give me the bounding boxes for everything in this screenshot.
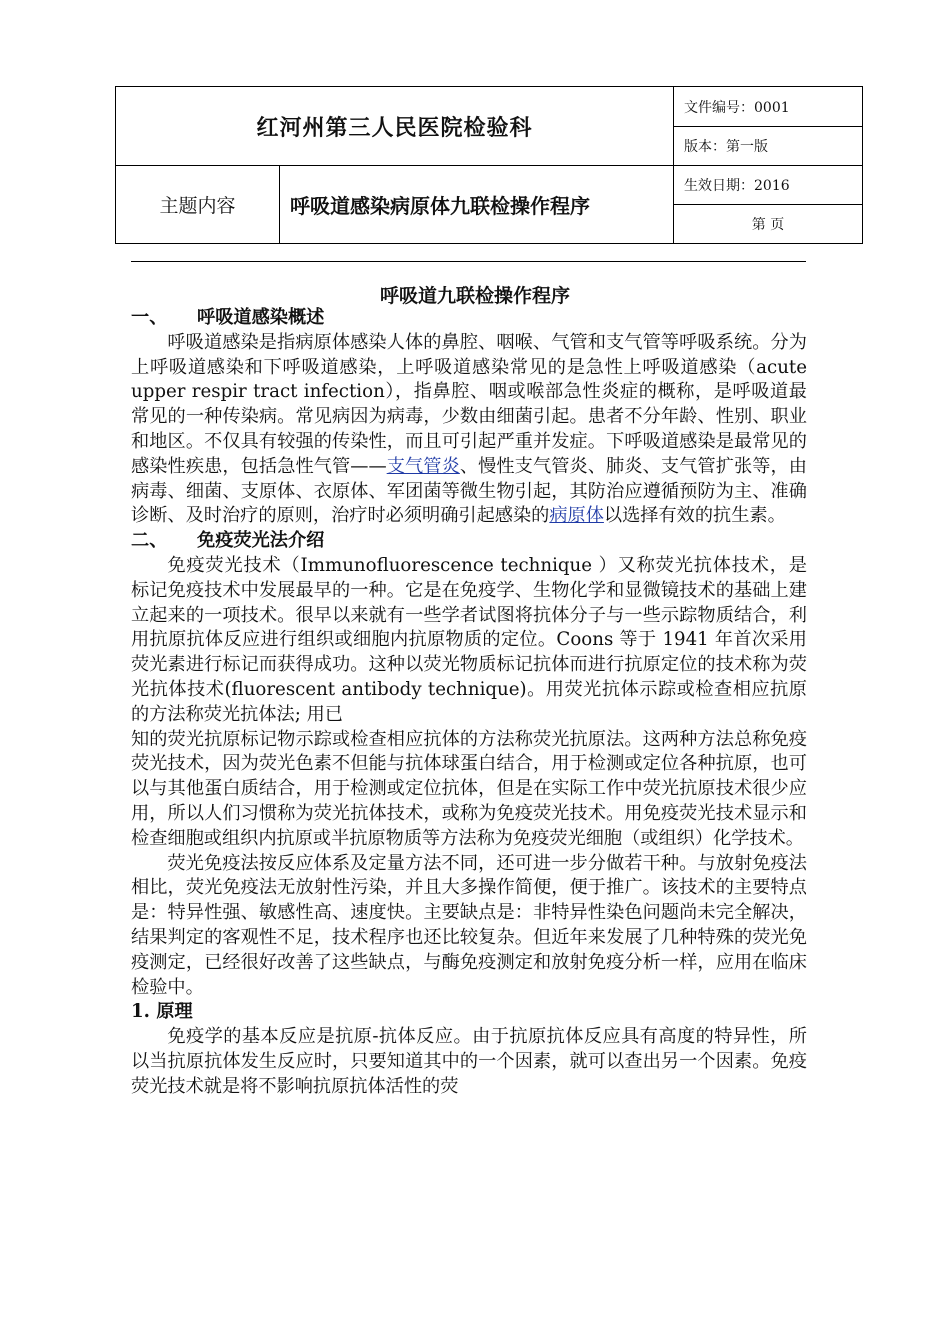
subject-title: 呼吸道感染病原体九联检操作程序 [280, 166, 674, 244]
paragraph-text: 以选择有效的抗生素。 [603, 505, 786, 527]
paragraph-text: 呼吸道感染是指病原体感染人体的鼻腔、咽喉、气管和支气管等呼吸系统。分为上呼吸道感染和下呼吸道感染，上呼吸道感染常见的是急性上呼吸道感染（acute upper respir tract infection），指鼻腔、咽或喉部急性炎症的概称，是呼吸道最常见的一种传染病。常见病因为病毒，少数由细菌引起。患者不分年龄、性别、职业和地区。不仅具有较强的传染性，而且可引起严重并发症。下呼吸道感染是最常见的感染性疾患，包括急性气管—— [131, 331, 807, 477]
section-title: 呼吸道感染概述 [197, 307, 325, 328]
page-label: 第 页 [674, 205, 863, 244]
document-header-table [115, 86, 863, 244]
effective-date: 生效日期：2016 [674, 166, 863, 205]
paragraph-text: 、慢性支气管炎、肺炎、支气管扩张等，由病毒、细菌、支原体、衣原体、军团菌等微生物引起，其防治应遵循预防为主、准确诊断、及时治疗的原则，治疗时必须明确引起感染的 [131, 455, 807, 527]
header-bottom-rule [131, 261, 806, 262]
section-title: 免疫荧光法介绍 [197, 530, 325, 552]
section-heading-immunofluorescence [131, 529, 807, 554]
section-heading-principle [131, 1000, 807, 1025]
section-title: 原理 [156, 1001, 193, 1023]
overview-paragraph [131, 331, 807, 529]
immunofluorescence-paragraph-1: 免疫荧光技术（Immunofluorescence technique ）又称荧光抗体技术，是标记免疫技术中发展最早的一种。它是在免疫学、生物化学和显微镜技术的基础上建立起来的一项技术。很早以来就有一些学者试图将抗体分子与一些示踪物质结合，利用抗原抗体反应进行组织或细胞内抗原物质的定位。Coons 等于 1941 年首次采用荧光素进行标记而获得成功。这种以荧光物质标记抗体而进行抗原定位的技术称为荧光抗体技术(fluorescent antibody technique)。用荧光抗体示踪或检查相应抗原的方法称荧光抗体法; 用已 [131, 554, 807, 725]
principle-paragraph: 免疫学的基本反应是抗原-抗体反应。由于抗原抗体反应具有高度的特异性，所以当抗原抗体发生反应时，只要知道其中的一个因素，就可以查出另一个因素。免疫荧光技术就是将不影响抗原抗体活性的荧 [131, 1026, 807, 1097]
immunofluorescence-paragraph-1-continued: 知的荧光抗原标记物示踪或检查相应抗体的方法称荧光抗原法。这两种方法总称免疫荧光技术，因为荧光色素不但能与抗体球蛋白结合，用于检测或定位各种抗原，也可以与其他蛋白质结合，用于检测或定位抗体，但是在实际工作中荧光抗原技术很少应用，所以人们习惯称为荧光抗体技术，或称为免疫荧光技术。用免疫荧光技术显示和检查细胞或组织内抗原或半抗原物质等方法称为免疫荧光细胞（或组织）化学技术。 [131, 728, 807, 849]
pathogen-link[interactable]: 病原体 [549, 505, 604, 527]
subject-label: 主题内容 [116, 166, 280, 244]
document-body [131, 306, 807, 1100]
immunofluorescence-paragraph-2: 荧光免疫法按反应体系及定量方法不同，还可进一步分做若干种。与放射免疫法相比，荧光免疫法无放射性污染，并且大多操作简便，便于推广。该技术的主要特点是：特异性强、敏感性高、速度快。主要缺点是：非特异性染色问题尚未完全解决，结果判定的客观性不足，技术程序也还比较复杂。但近年来发展了几种特殊的荧光免疫测定，已经很好改善了这些缺点，与酶免疫测定和放射免疫分析一样，应用在临床检验中。 [131, 852, 807, 998]
section-heading-overview [131, 306, 807, 331]
section-number: 一、 [131, 307, 168, 328]
doc-number: 文件编号：0001 [674, 87, 863, 127]
section-number: 二、 [131, 530, 168, 552]
doc-version: 版本：第一版 [674, 127, 863, 166]
org-name: 红河州第三人民医院检验科 [116, 87, 674, 166]
bronchitis-link[interactable]: 支气管炎 [386, 455, 460, 477]
document-title: 呼吸道九联检操作程序 [379, 285, 570, 307]
section-number: 1. [131, 1001, 150, 1023]
